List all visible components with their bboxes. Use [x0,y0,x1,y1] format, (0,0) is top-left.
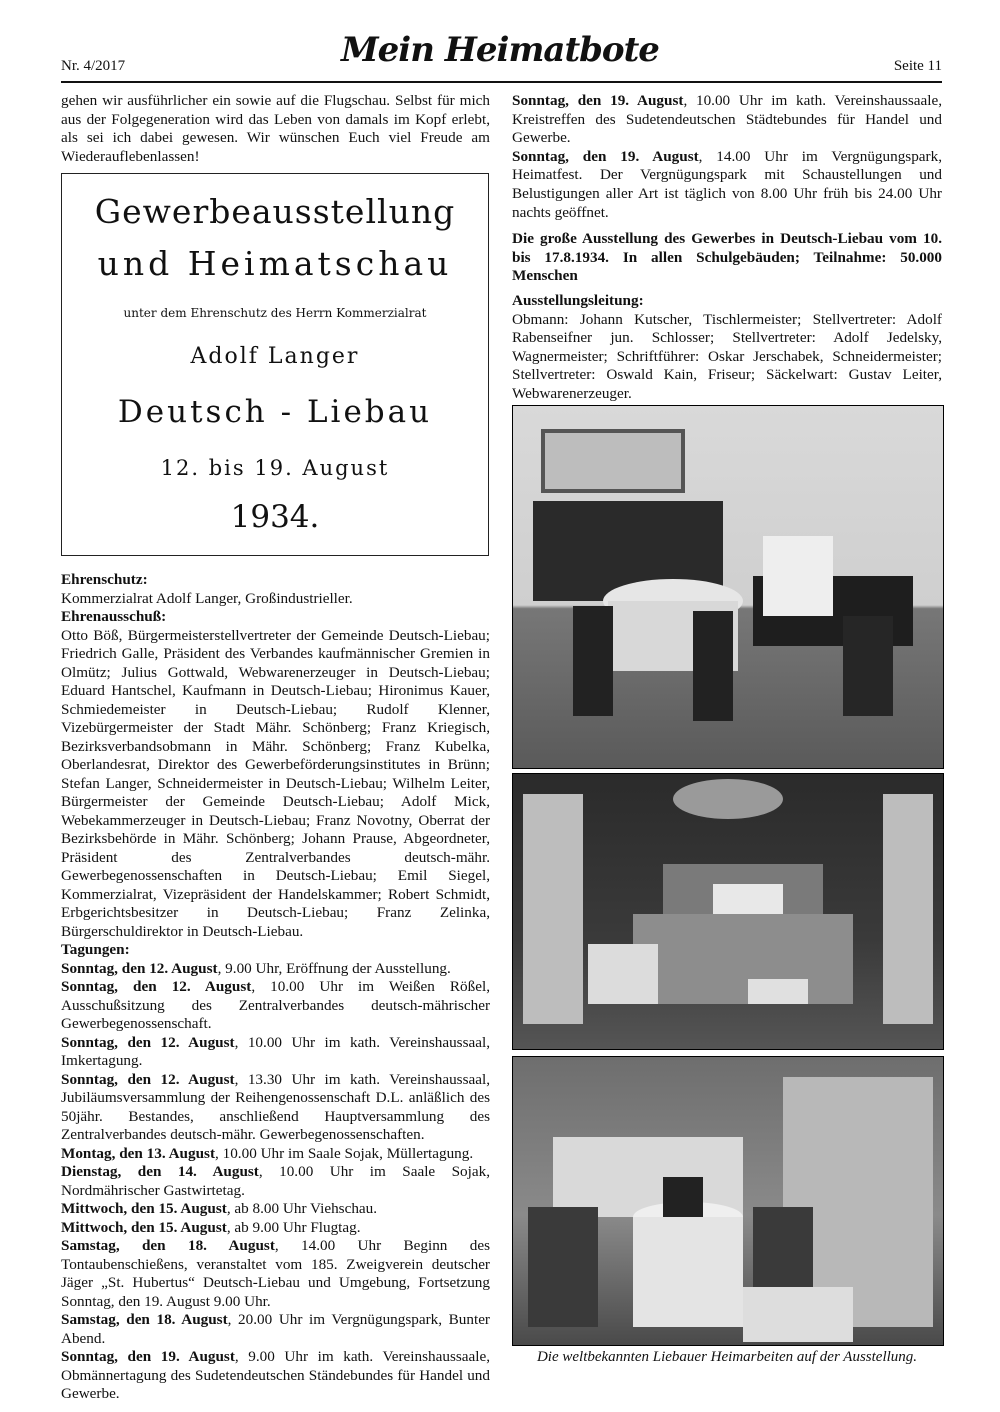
event-item: Montag, den 13. August, 10.00 Uhr im Saale Sojak, Müllertagung. [61,1144,474,1162]
photo-caption: Die weltbekannten Liebauer Heimarbeiten auf der Ausstellung. [536,1349,918,1365]
event-item: Mittwoch, den 15. August, ab 8.00 Uhr Viehschau. [61,1200,378,1217]
poster-line-3: unter dem Ehrenschutz des Herrn Kommerzialrat [123,306,427,320]
event-item: Samstag, den 18. August, 20.00 Uhr im Vergnügungspark, Bunter Abend. [61,1311,490,1347]
exhibition-poster [61,173,489,556]
event-item: Sonntag, den 19. August, 14.00 Uhr im Vergnügungspark, Heimatfest. Der Vergnügungspark mit Schaustellungen und Belustigungen aller Art ist täglich von 8.00 Uhr früh bis 24.00 Uhr nachts geöffnet. [512,147,942,221]
poster-line-6: 12. bis 19. August [160,456,390,480]
poster-line-5: Deutsch - Liebau [117,394,433,430]
issue-number: Nr. 4/2017 [61,58,126,74]
poster-line-2: und Heimatschau [97,244,453,283]
event-item: Sonntag, den 12. August, 10.00 Uhr im Weißen Rößel, Ausschußsitzung des Zentralverbandes deutsch-mährischer Gewerbegenossenschaft. [61,978,490,1032]
poster-line-4: Adolf Langer [190,344,360,369]
event-item: Mittwoch, den 15. August, ab 9.00 Uhr Flugtag. [61,1218,361,1236]
event-item: Samstag, den 18. August, 14.00 Uhr Beginn des Tontaubenschießens, veranstaltet vom 185. Zweigverein deutscher Jäger „St. Hubertus“ Deutsch-Liebau und Umgebung, Fortsetzung Sonntag, den 19. August 9.00 Uhr. [61,1237,490,1310]
event-item: Sonntag, den 12. August, 10.00 Uhr im kath. Vereinshaussaal, Imkertagung. [61,1033,490,1069]
photo-dining-room [512,405,944,769]
ehrenschutz-heading: Ehrenschutz: [61,571,148,588]
ehrenschutz-text: Kommerzialrat Adolf Langer, Großindustrieller. [61,589,353,607]
right-column-body [512,92,942,404]
exhibition-headline: Die große Ausstellung des Gewerbes in Deutsch-Liebau vom 10. bis 17.8.1934. In allen Schulgebäuden; Teilnahme: 50.000 Menschen [512,230,942,285]
event-item: Sonntag, den 12. August, 9.00 Uhr, Eröffnung der Ausstellung. [61,959,451,977]
ehrenausschuss-text: Otto Böß, Bürgermeisterstellvertreter der Gemeinde Deutsch-Liebau; Friedrich Galle, Präsident des Verbandes kaufmännischer Gremien in Olmütz; Julius Gottwald, Webwarenerzeuger in Deutsch-Liebau; Eduard Hantschel, Kaufmann in Deutsch-Liebau; Hironimus Kauer, Schmiedemeister in Deutsch-Liebau; Rudolf Klenner, Vizebürgermeister der Stadt Mähr. Schönberg; Franz Kriegisch, Bezirksverbandsobmann in Mähr. Schönberg; Franz Kubelka, Oberlandesrat, Direktor des Gewerbeförderungsinstitutes in Brünn; Stefan Langer, Schneidermeister in Deutsch-Liebau; Wilhelm Leiter, Bürgermeister der Gemeinde Deutsch-Liebau; Adolf Mick, Webekammerzeuger in Deutsch-Liebau; Franz Novotny, Oberrat der Bezirksbehörde in Mähr. Schönberg; Johann Prause, Abgeordneter, Präsident des Zentralverbandes deutsch-mähr. Gewerbegenossenschaften in Deutsch-Liebau; Emil Siegel, Kommerzialrat, Vizepräsident der Handelskammer; Robert Schmidt, Erbgerichtsbesitzer in Deutsch-Liebau; Franz Zelinka, Bürgerschuldirektor in Deutsch-Liebau. [61,626,490,940]
event-item: Sonntag, den 19. August, 10.00 Uhr im kath. Vereinshaussaale, Kreistreffen des Sudetendeutschen Städtebundes für Handel und Gewerbe. [512,92,943,147]
event-item: Sonntag, den 19. August, 9.00 Uhr im kath. Vereinshaussaale, Obmännertagung des Sudetendeutschen Ständebundes für Handel und Gewerbe. [61,1348,490,1402]
event-item: Dienstag, den 14. August, 10.00 Uhr im Saale Sojak, Nordmährischer Gastwirtetag. [61,1163,491,1199]
poster-line-1: Gewerbeausstellung [94,192,456,231]
intro-paragraph: gehen wir ausführlicher ein sowie auf die Flugschau. Selbst für mich aus der Folgegeneration wird das Leben von damals im Kopf erlebt, als sei ich dabei gewesen. Wir wünschen Euch viel Freude am Wiederauflebenlassen! [61,92,490,165]
leitung-heading: Ausstellungsleitung: [512,291,644,309]
page-number: Seite 11 [893,58,942,74]
photo-bedroom [512,773,944,1050]
header-rule [61,81,942,83]
ehrenausschuss-heading: Ehrenausschuß: [61,608,167,625]
masthead-title: Mein Heimatbote [341,30,659,70]
event-item: Sonntag, den 12. August, 13.30 Uhr im kath. Vereinshaussaal, Jubiläumsversammlung der Reihengenossenschaft D.L. anläßlich des 50jähr. Bestandes, anschließend Hauptversammlung des Zentralverbandes deutsch-mähr. Gewerbegenossenschaften. [61,1070,490,1143]
left-column-body [61,571,490,1404]
photo-living-room [512,1056,944,1346]
poster-line-7: 1934. [230,499,320,535]
tagungen-heading: Tagungen: [61,941,130,958]
leitung-text: Obmann: Johann Kutscher, Tischlermeister; Stellvertreter: Adolf Rabenseifner jun. Schlosser; Stellvertreter: Adolf Jedelsky, Wagnermeister; Schriftführer: Oskar Jerschabek, Schneidermeister; Stellvertreter: Oswald Kain, Friseur; Säckelwart: Gustav Leiter, Webwarenerzeuger. [512,310,942,402]
